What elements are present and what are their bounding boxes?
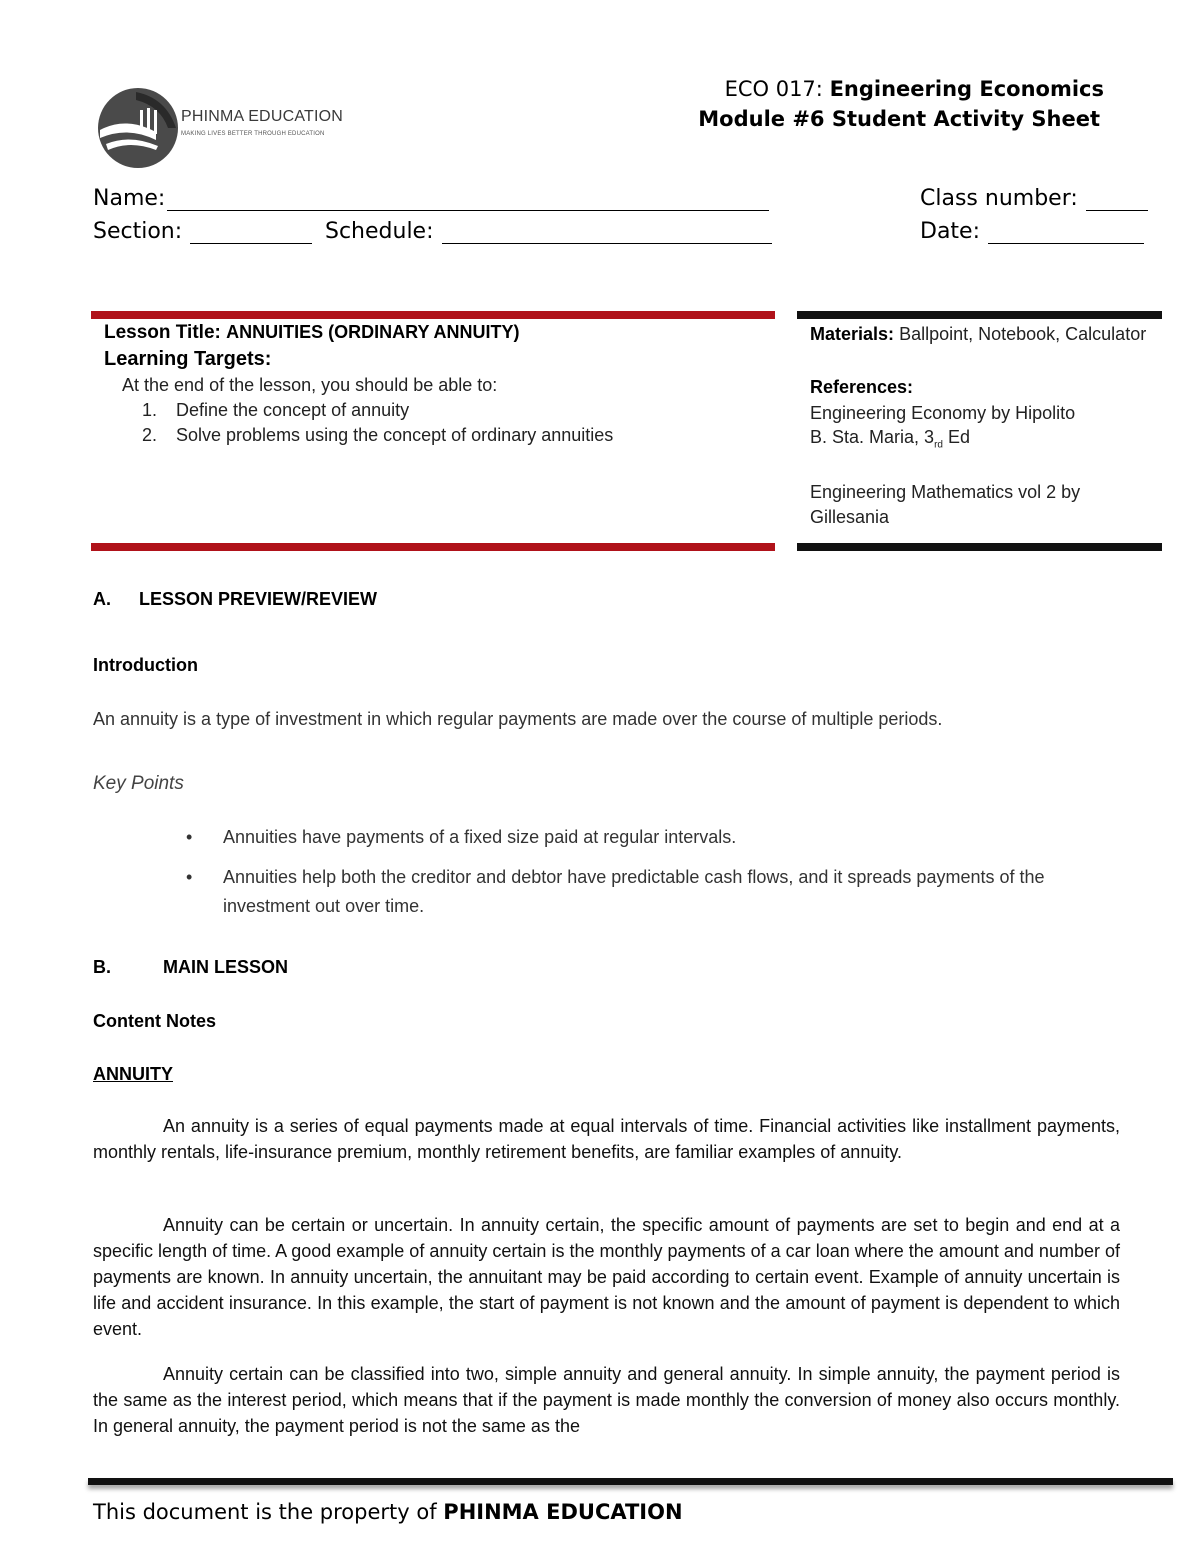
lesson-title — [104, 322, 519, 344]
materials-bottom-rule — [797, 543, 1162, 551]
reference-1: Engineering Economy by Hipolito B. Sta. Maria, $3_{rd}$ Ed — [810, 403, 1076, 451]
phinma-logo-mark-icon — [96, 86, 180, 170]
list-item: • Annuities help both the creditor and debtor have predictable cash flows, and it spreads payments of the investment out over time. — [186, 863, 1086, 921]
lesson-title-value: ANNUITIES (ORDINARY ANNUITY) — [226, 322, 520, 342]
section-blank[interactable] — [190, 221, 312, 244]
section-field[interactable] — [93, 219, 312, 244]
materials-label: Materials: — [810, 324, 895, 344]
bullet-icon: • — [186, 827, 193, 847]
footer-text: This document is the property of PHINMA EDUCATION — [93, 1500, 683, 1524]
paragraph-3: Annuity certain can be classified into two, simple annuity and general annuity. In simple annuity, the payment period is the same as the interest period, which means that if the payment is made monthly the conversion of money also occurs monthly. In general annuity, the payment period is not the same as the — [93, 1364, 1120, 1436]
schedule-blank[interactable] — [442, 221, 772, 244]
list-number: 2. — [142, 425, 158, 445]
schedule-field[interactable] — [325, 219, 772, 244]
bullet-icon: • — [186, 867, 193, 887]
name-blank[interactable] — [167, 188, 769, 211]
course-title — [725, 77, 1104, 101]
name-label: Name: — [93, 186, 166, 211]
list-item — [142, 425, 613, 450]
section-label: Section: — [93, 219, 183, 244]
lesson-top-rule — [91, 311, 775, 319]
materials-value: Ballpoint, Notebook, Calculator — [899, 324, 1147, 344]
date-field[interactable] — [920, 219, 1144, 244]
introduction-text: An annuity is a type of investment in which regular payments are made over the course of multiple periods. — [93, 709, 943, 729]
list-text: Define the concept of annuity — [176, 400, 410, 420]
section-b-heading: B. MAIN LESSON — [93, 957, 289, 977]
reference-2: Engineering Mathematics vol 2 by Gillesania — [810, 481, 1081, 527]
section-a-heading: A. LESSON PREVIEW/REVIEW — [93, 589, 378, 609]
phinma-logo — [96, 86, 356, 170]
learning-targets-intro: At the end of the lesson, you should be able to: — [122, 375, 498, 395]
name-field[interactable] — [93, 186, 769, 211]
course-name: Engineering Economics — [829, 77, 1104, 101]
content-notes-heading: Content Notes — [93, 1011, 216, 1031]
footer-rule — [88, 1478, 1173, 1485]
annuity-heading: ANNUITY — [93, 1064, 173, 1084]
class-number-blank[interactable] — [1086, 188, 1148, 211]
list-text: Solve problems using the concept of ordinary annuities — [176, 425, 614, 445]
footer-owner: PHINMA EDUCATION — [443, 1500, 683, 1524]
date-label: Date: — [920, 219, 980, 244]
learning-targets-list — [142, 400, 613, 450]
class-number-label: Class number: — [920, 186, 1078, 211]
references-label: References: — [810, 377, 914, 397]
materials-top-rule — [797, 311, 1162, 319]
schedule-label: Schedule: — [325, 219, 434, 244]
list-number: 1. — [142, 400, 158, 420]
paragraph-2: Annuity can be certain or uncertain. In annuity certain, the specific amount of payments are set to begin and end at a specific length of time. A good example of annuity certain is the monthly payments of a car loan where the amount and number of payments are known. In annuity uncertain, the annuitant may be paid according to certain event. Example of annuity uncertain is life and accident insurance. In this example, the start of payment is not known and the amount of payment is dependent to which event. — [93, 1215, 1120, 1339]
class-number-field[interactable] — [920, 186, 1148, 211]
logo-tagline: MAKING LIVES BETTER THROUGH EDUCATION — [181, 131, 325, 137]
key-points-list — [186, 823, 1086, 932]
introduction-heading: Introduction — [93, 655, 198, 675]
list-item: • Annuities have payments of a fixed size paid at regular intervals. — [186, 823, 1086, 852]
list-item — [142, 400, 613, 425]
materials — [810, 322, 1150, 346]
learning-targets-label: Learning Targets: — [104, 348, 272, 370]
date-blank[interactable] — [988, 221, 1144, 244]
lesson-bottom-rule — [91, 543, 775, 551]
key-points-label: Key Points — [93, 773, 184, 794]
module-title: Module #6 Student Activity Sheet — [698, 107, 1100, 131]
course-code: ECO 017: — [724, 77, 823, 101]
paragraph-1: An annuity is a series of equal payments made at equal intervals of time. Financial activities like installment payments, monthly rentals, life-insurance premium, monthly retirement benefits, are familiar examples of annuity. — [93, 1116, 1120, 1162]
logo-title: PHINMA EDUCATION — [181, 108, 344, 125]
lesson-title-label: Lesson Title: — [104, 322, 221, 343]
materials-references — [810, 322, 1150, 530]
